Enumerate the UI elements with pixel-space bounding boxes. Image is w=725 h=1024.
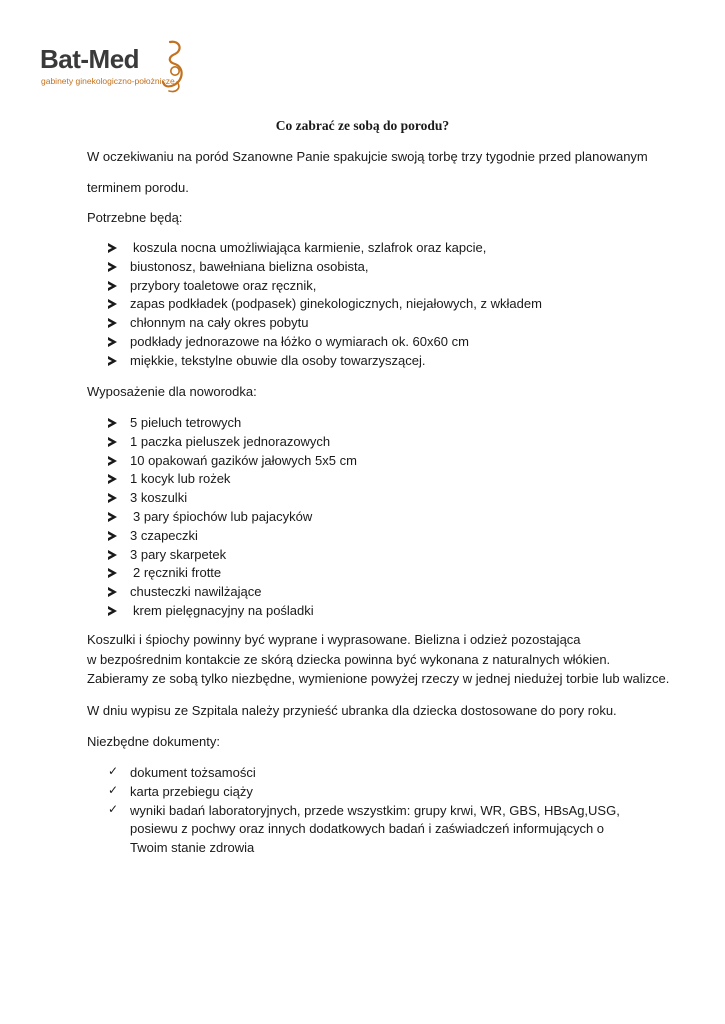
documents-list bbox=[108, 764, 640, 858]
arrow-bullet-icon bbox=[108, 471, 124, 487]
arrow-bullet-icon bbox=[108, 603, 124, 619]
logo-text: Bat-Med bbox=[40, 44, 140, 74]
arrow-bullet-icon bbox=[108, 278, 124, 294]
needed-heading: Potrzebne będą: bbox=[87, 210, 183, 225]
list-item: ✓ wyniki badań laboratoryjnych, przede wszystkim: grupy krwi, WR, GBS, HBsAg,USG, posiewu z pochwy oraz innych dodatkowych badań i zaświadczeń informujących o Twoim stanie zdrowia bbox=[108, 801, 620, 856]
intro-line-1: W oczekiwaniu na poród Szanowne Panie spakujcie swoją torbę trzy tygodnie przed planowanym bbox=[87, 149, 648, 164]
arrow-bullet-icon bbox=[108, 528, 124, 544]
arrow-bullet-icon bbox=[108, 434, 124, 450]
discharge-note: W dniu wypisu ze Szpitala należy przynieść ubranka dla dziecka dostosowane do pory roku. bbox=[87, 703, 617, 718]
clothes-note-line-3: Zabieramy ze sobą tylko niezbędne, wymienione powyżej rzeczy w jednej niedużej torbie lub walizce. bbox=[87, 671, 670, 686]
arrow-bullet-icon bbox=[108, 565, 124, 581]
arrow-bullet-icon bbox=[108, 509, 124, 525]
list-item: ✓ dokument tożsamości bbox=[108, 764, 256, 780]
arrow-bullet-icon bbox=[108, 296, 124, 312]
checkmark-icon: ✓ bbox=[108, 801, 119, 816]
document-page: Bat-Med gabinety ginekologiczno-położnicze Co zabrać ze sobą do porodu? W oczekiwaniu na poród Szanowne Panie spakujcie swoją torbę trzy tygodnie przed planowanym terminem porodu. Potrzebne będą: koszula nocna umożliwiająca karmienie, szlafrok oraz kapcie, biustonosz, bawełniana bielizna osobista, przybory toaletowe oraz ręcznik, zapas podkładek (podpasek) ginekologicznych, niejałowych, z wkładem chłonnym na cały okres pobytu podkłady jednorazowe na łóżko o wymiarach ok. 60x60 cm miękkie, tekstylne obuwie dla osoby towarzyszącej. Wyposażenie dla noworodka: 5 pieluch tetrowych 1 paczka pieluszek jednorazowych 10 opakowań gazików jałowych 5x5 cm 1 kocyk lub rożek 3 koszulki 3 pary śpiochów lub pajacyków 3 czapeczki 3 pary skarpetek 2 ręczniki frotte chusteczki nawilżające krem pielęgnacyjny na pośladki Koszulki i śpiochy powinny być wyprane i wyprasowane. Bielizna i odzież pozostająca w bezpośrednim kontakcie ze skórą dziecka powinna być wykonana z naturalnych włókien. Zabieramy ze sobą tylko niezbędne, wymienione powyżej rzeczy w jednej niedużej torbie lub walizce. W dniu wypisu ze Szpitala należy przynieść ubranka dla dziecka dostosowane do pory roku. Niezbędne dokumenty: ✓ dokument tożsamości ✓ karta przebiegu ciąży ✓ wyniki badań laboratoryjnych, przede wszystkim: grupy krwi, WR, GBS, HBsAg,USG, posiewu z pochwy oraz innych dodatkowych badań i zaświadczeń informujących o Twoim stanie zdrowia bbox=[0, 0, 725, 1024]
logo-mark-icon bbox=[156, 38, 190, 94]
clothes-note-line-1: Koszulki i śpiochy powinny być wyprane i wyprasowane. Bielizna i odzież pozostająca bbox=[87, 632, 581, 647]
arrow-bullet-icon bbox=[108, 334, 124, 350]
arrow-bullet-icon bbox=[108, 547, 124, 563]
checkmark-icon: ✓ bbox=[108, 782, 119, 797]
bat-med-logo bbox=[40, 38, 190, 94]
list-item: ✓ karta przebiegu ciąży bbox=[108, 782, 253, 799]
arrow-bullet-icon bbox=[108, 584, 124, 600]
arrow-bullet-icon bbox=[108, 353, 124, 369]
clothes-note-line-2: w bezpośrednim kontakcie ze skórą dziecka powinna być wykonana z naturalnych włókien. bbox=[87, 652, 611, 667]
arrow-bullet-icon bbox=[108, 415, 124, 431]
arrow-bullet-icon bbox=[108, 490, 124, 506]
page-title: Co zabrać ze sobą do porodu? bbox=[275, 118, 450, 133]
checkmark-icon: ✓ bbox=[108, 764, 119, 778]
arrow-bullet-icon bbox=[108, 259, 124, 275]
newborn-heading: Wyposażenie dla noworodka: bbox=[87, 384, 257, 399]
arrow-bullet-icon bbox=[108, 453, 124, 469]
documents-heading: Niezbędne dokumenty: bbox=[87, 734, 220, 749]
arrow-bullet-icon bbox=[108, 240, 124, 256]
intro-line-2: terminem porodu. bbox=[87, 180, 189, 195]
logo-subtitle: gabinety ginekologiczno-położnicze bbox=[41, 76, 175, 86]
arrow-bullet-icon bbox=[108, 315, 124, 331]
